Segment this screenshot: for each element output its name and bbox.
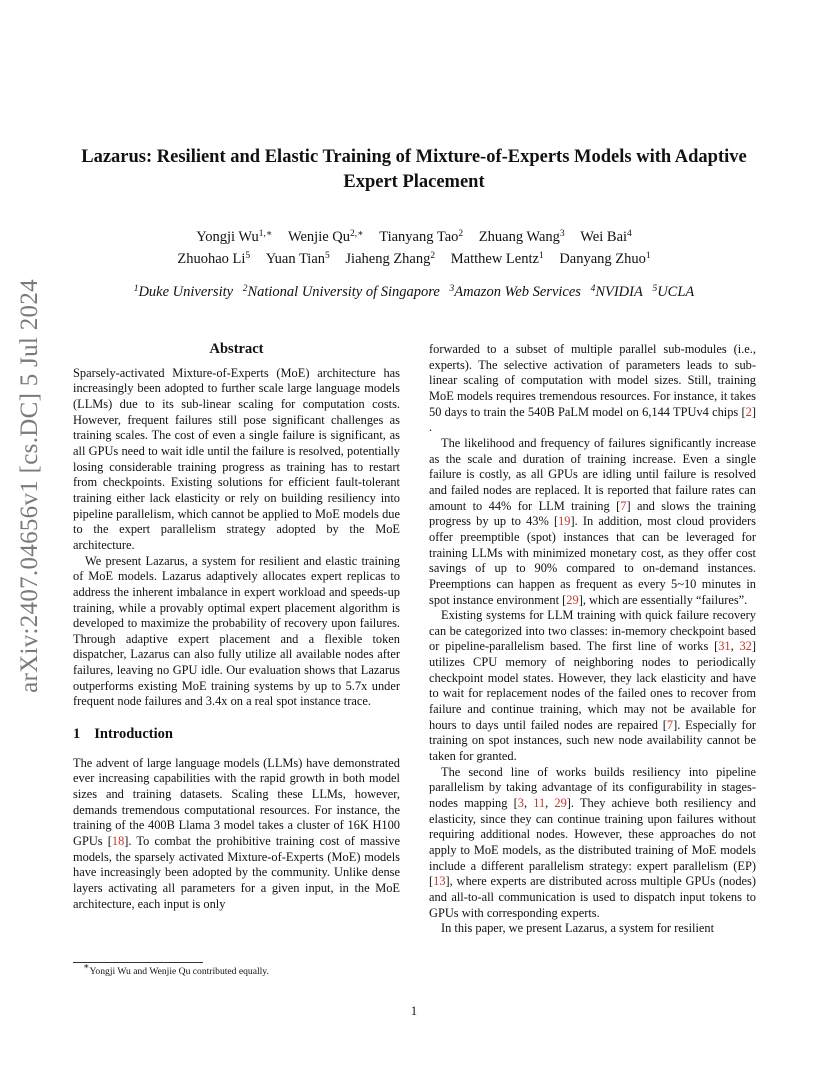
citation-link[interactable]: 32: [739, 639, 752, 654]
abstract-heading: Abstract: [209, 341, 264, 357]
citation-link[interactable]: 7: [666, 717, 674, 732]
affiliation: $^1$Duke University: [133, 284, 234, 300]
citation-link[interactable]: 31: [718, 639, 731, 654]
intro-paragraph-3: Existing systems for LLM training with quick failure recovery can be categorized into two classes: in-memory checkpoint based or pipeline-parallelism based. The first line of works [31, 32] utilizes CPU memory of neighboring nodes to periodically checkpoint model states. However, they lack elasticity and have to wait for replacement nodes of the failed ones to recover from failure and continue training, which may not be available for hours to days until failed nodes are repaired [7]. Especially for training on spot instances, such new node availability cannot be taken for granted.: [429, 608, 756, 764]
affiliation: $^4$NVIDIA: [590, 284, 643, 300]
left-column: [73, 342, 400, 912]
intro-paragraph-4: The second line of works builds resiliency into pipeline parallelism by taking advantage of its configurability in stages-nodes mapping [3, 11, 29]. They achieve both resiliency and elasticity, since they can continue training upon failures without requiring additional nodes. However, these approaches do not apply to MoE models, as the distributed training of MoE models include a different parallelism strategy: expert parallelism (EP) [13], where experts are distributed across multiple GPUs (nodes) and all-to-all communication is used to dispatch input tokens to GPUs with corresponding experts.: [429, 764, 756, 920]
affiliation: $^2$National University of Singapore: [242, 284, 440, 300]
intro-paragraph-1: The advent of large language models (LLMs) have demonstrated ever increasing capabilities with the rapid growth in both model sizes and training datasets. Scaling these LLMs, however, demands tremendous computational resources. For instance, the training of the 400B Llama 3 model takes a cluster of 16K H100 GPUs [18]. To combat the prohibitive training cost of massive models, the sparsely activated Mixture-of-Experts (MoE) models have increasingly been adopted by the community. Unlike dense layers activating all parameters for a given input, in the MoE architecture, each input is only: [73, 755, 400, 911]
citation-link[interactable]: 13: [433, 874, 446, 889]
author: Danyang Zhuo$^1$: [559, 251, 651, 267]
citation-link[interactable]: 11: [533, 796, 546, 811]
section-number: 1: [73, 726, 81, 743]
page-number: 1: [410, 1004, 418, 1018]
citation-link[interactable]: 19: [558, 514, 571, 529]
author: Wenjie $Qu^{2,∗}$: [287, 229, 364, 245]
intro-paragraph-2: The likelihood and frequency of failures significantly increase as the scale and duration of training increase. Even a single failure is costly, as all GPUs are idling until failure is resolved and failed nodes are replaced. It is reported that failure rates can amount to 44% for LLM training [7] and slows the training progress by up to 43% [19]. In addition, most cloud providers offer preemptible (spot) instances that can be leveraged for training LLMs with minimized monetary cost, as they offer cost savings of up to 90% compared to on-demand instances. Preemptions can happen as frequent as every 5~10 minutes in spot instance environment [29], which are essentially “failures”.: [429, 435, 756, 607]
citation-link[interactable]: 29: [566, 592, 579, 607]
author: Matthew Lentz$^1$: [450, 251, 544, 267]
citation-link[interactable]: 29: [554, 796, 567, 811]
arxiv-identifier-text: arXiv:2407.04656v1 [cs.DC] 5 Jul 2024: [16, 279, 43, 693]
author: Yongji $Wu^{1,∗}$: [196, 229, 273, 245]
author-line-1: [80, 226, 748, 248]
footnote-mark: ∗: [83, 962, 90, 972]
abstract-paragraph-1: Sparsely-activated Mixture-of-Experts (MoE) architecture has increasingly been adopted to further scale large language models (LLMs) due to its sub-linear scaling for computation costs. However, frequent failures still pose significant challenges as training scales. The cost of even a single failure is significant, as all GPUs need to wait idle until the failure is resolved, potentially losing considerable training progress as training has to restart from checkpoints. Existing solutions for efficient fault-tolerant training either lack elasticity or rely on building resiliency into pipeline parallelism, which cannot be applied to MoE models due to the expert parallelism strategy adopted by the MoE architecture.: [73, 365, 400, 552]
citation-link[interactable]: 18: [111, 834, 125, 849]
right-column: [429, 342, 756, 937]
author-list: [80, 226, 748, 270]
author: Jiaheng Zhang$^2$: [345, 251, 436, 267]
affiliations: [80, 284, 748, 301]
footnote-text: ∗Yongji Wu and Wenjie Qu contributed equally.: [83, 962, 269, 977]
author: Zhuohao Li$^5$: [177, 251, 251, 267]
section-heading-introduction: [73, 727, 400, 743]
citation-link[interactable]: 2: [745, 404, 752, 419]
footnote: [73, 962, 400, 977]
paper-title: Lazarus: Resilient and Elastic Training of Mixture-of-Experts Models with Adaptive Expert Placement: [81, 147, 747, 192]
affiliation: $^5$UCLA: [652, 284, 695, 300]
abstract-paragraph-2: We present Lazarus, a system for resilient and elastic training of MoE models. Lazarus adaptively allocates expert replicas to address the inherent imbalance in expert workload and speeds-up training, while a provably optimal expert placement algorithm is developed to maximize the probability of recovery upon failures. Through adaptive expert placement and a flexible token dispatcher, Lazarus can also fully utilize all available nodes after failures, leaving no GPU idle. Our evaluation shows that Lazarus outperforms existing MoE training systems by up to 5.7x under frequent node failures and 3.4x on a real spot instance trace.: [73, 553, 400, 709]
intro-paragraph-5: In this paper, we present Lazarus, a system for resilient: [441, 921, 715, 936]
author: Zhuang Wang$^3$: [478, 229, 565, 245]
author: Wei Bai$^4$: [580, 229, 632, 245]
affiliation: $^3$Amazon Web Services: [449, 284, 581, 300]
author-line-2: [80, 248, 748, 270]
arxiv-identifier: [4, 279, 56, 693]
citation-link[interactable]: 3: [517, 796, 524, 811]
author: Tianyang Tao$^2$: [379, 229, 464, 245]
citation-link[interactable]: 7: [620, 498, 627, 513]
intro-paragraph-1-continued: forwarded to a subset of multiple parallel sub-modules (i.e., experts). The selective activation of parameters leads to sub-linear scaling of computation with model sizes. Still, training MoE models requires tremendous resources. For instance, it takes 50 days to train the 540B PaLM model on 6,144 TPUv4 chips [2] .: [429, 342, 756, 435]
author: Yuan Tian$^5$: [265, 251, 330, 267]
section-title: Introduction: [94, 726, 173, 743]
footnote-rule: [73, 962, 203, 963]
